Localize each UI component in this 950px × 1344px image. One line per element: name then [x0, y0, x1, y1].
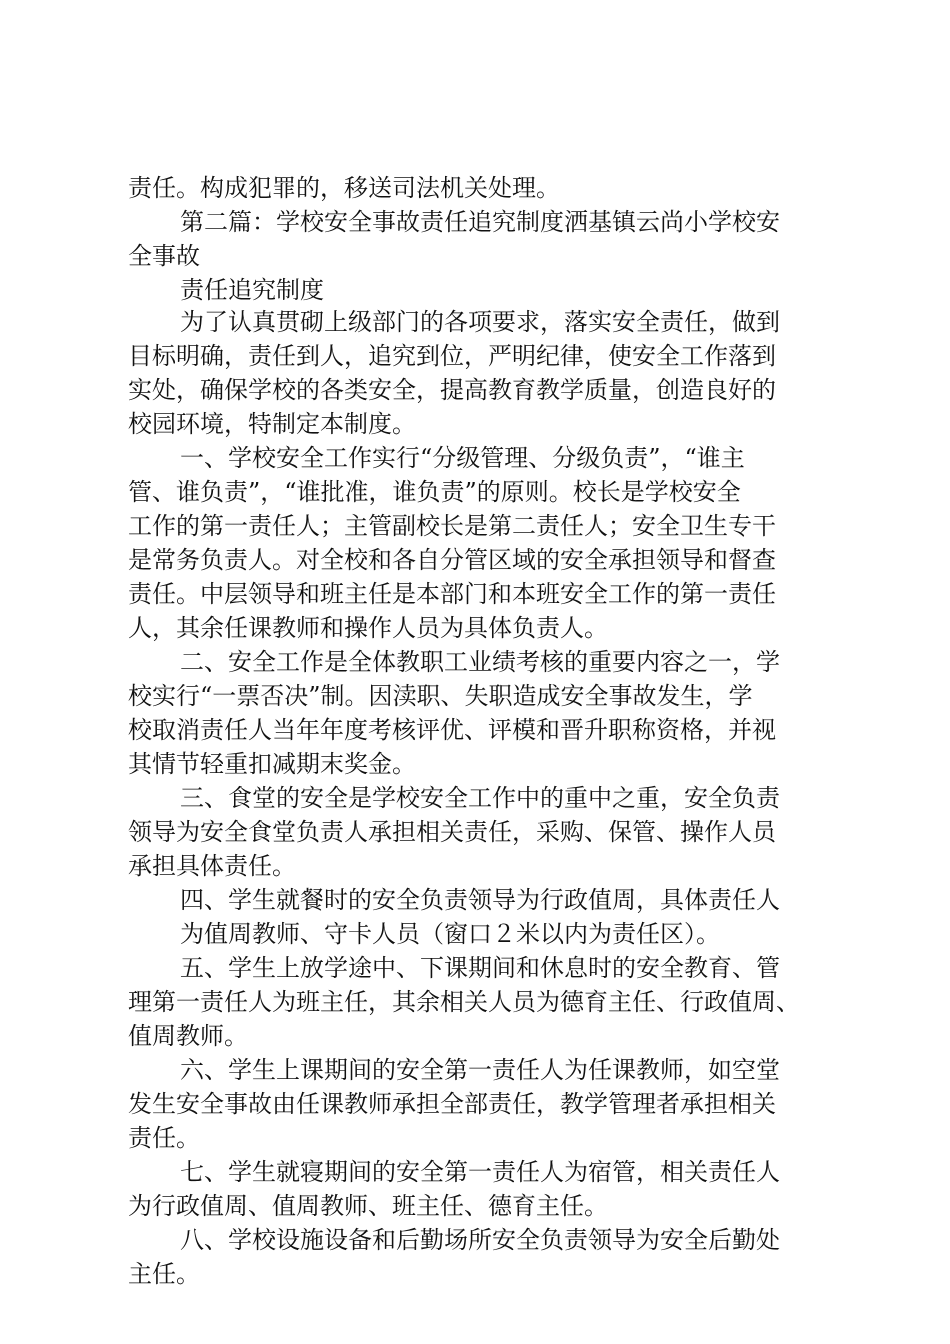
text-line: 校园环境，特制定本制度。: [128, 410, 416, 438]
text-line: 人，其余任课教师和操作人员为具体负责人。: [128, 614, 608, 642]
text-line: 工作的第一责任人；主管副校长是第二责任人；安全卫生专干: [128, 512, 776, 540]
text-line: 责任。中层领导和班主任是本部门和本班安全工作的第一责任: [128, 580, 776, 608]
text-line: 发生安全事故由任课教师承担全部责任，教学管理者承担相关: [128, 1090, 776, 1118]
text-line: 六、学生上课期间的安全第一责任人为任课教师，如空堂: [180, 1056, 780, 1084]
text-line: 校取消责任人当年年度考核评优、评模和晋升职称资格，并视: [128, 716, 776, 744]
text-line: 五、学生上放学途中、下课期间和休息时的安全教育、管: [180, 954, 780, 982]
text-line: 七、学生就寝期间的安全第一责任人为宿管，相关责任人: [180, 1158, 780, 1186]
text-line: 四、学生就餐时的安全负责领导为行政值周，具体责任人: [180, 886, 780, 914]
text-line: 第二篇：学校安全事故责任追究制度洒基镇云尚小学校安: [180, 208, 780, 236]
text-line: 目标明确，责任到人，追究到位，严明纪律，使安全工作落到: [128, 342, 776, 370]
text-line: 承担具体责任。: [128, 852, 296, 880]
text-line: 责任。构成犯罪的，移送司法机关处理。: [128, 174, 560, 202]
text-line: 实处，确保学校的各类安全，提高教育教学质量，创造良好的: [128, 376, 776, 404]
text-line: 值周教师。: [128, 1022, 248, 1050]
text-line: 是常务负责人。对全校和各自分管区域的安全承担领导和督查: [128, 546, 776, 574]
text-line: 八、学校设施设备和后勤场所安全负责领导为安全后勤处: [180, 1226, 780, 1254]
text-line: 理第一责任人为班主任，其余相关人员为德育主任、行政值周、: [128, 988, 800, 1016]
text-line: 领导为安全食堂负责人承担相关责任，采购、保管、操作人员: [128, 818, 776, 846]
text-line: 责任追究制度: [180, 276, 324, 304]
text-line: 二、安全工作是全体教职工业绩考核的重要内容之一，学: [180, 648, 780, 676]
text-line: 其情节轻重扣减期末奖金。: [128, 750, 416, 778]
text-line: 为值周教师、守卡人员（窗口２米以内为责任区）。: [180, 920, 720, 948]
text-line: 为行政值周、值周教师、班主任、德育主任。: [128, 1192, 608, 1220]
text-line: 主任。: [128, 1260, 200, 1288]
text-line: 管、谁负责”，“谁批准，谁负责”的原则。校长是学校安全: [128, 478, 741, 506]
text-line: 为了认真贯砌上级部门的各项要求，落实安全责任，做到: [180, 308, 780, 336]
text-line: 全事故: [128, 242, 200, 270]
text-line: 一、学校安全工作实行“分级管理、分级负责”，“谁主: [180, 444, 745, 472]
text-line: 校实行“一票否决”制。因渎职、失职造成安全事故发生，学: [128, 682, 753, 710]
text-line: 三、食堂的安全是学校安全工作中的重中之重，安全负责: [180, 784, 780, 812]
text-line: 责任。: [128, 1124, 200, 1152]
